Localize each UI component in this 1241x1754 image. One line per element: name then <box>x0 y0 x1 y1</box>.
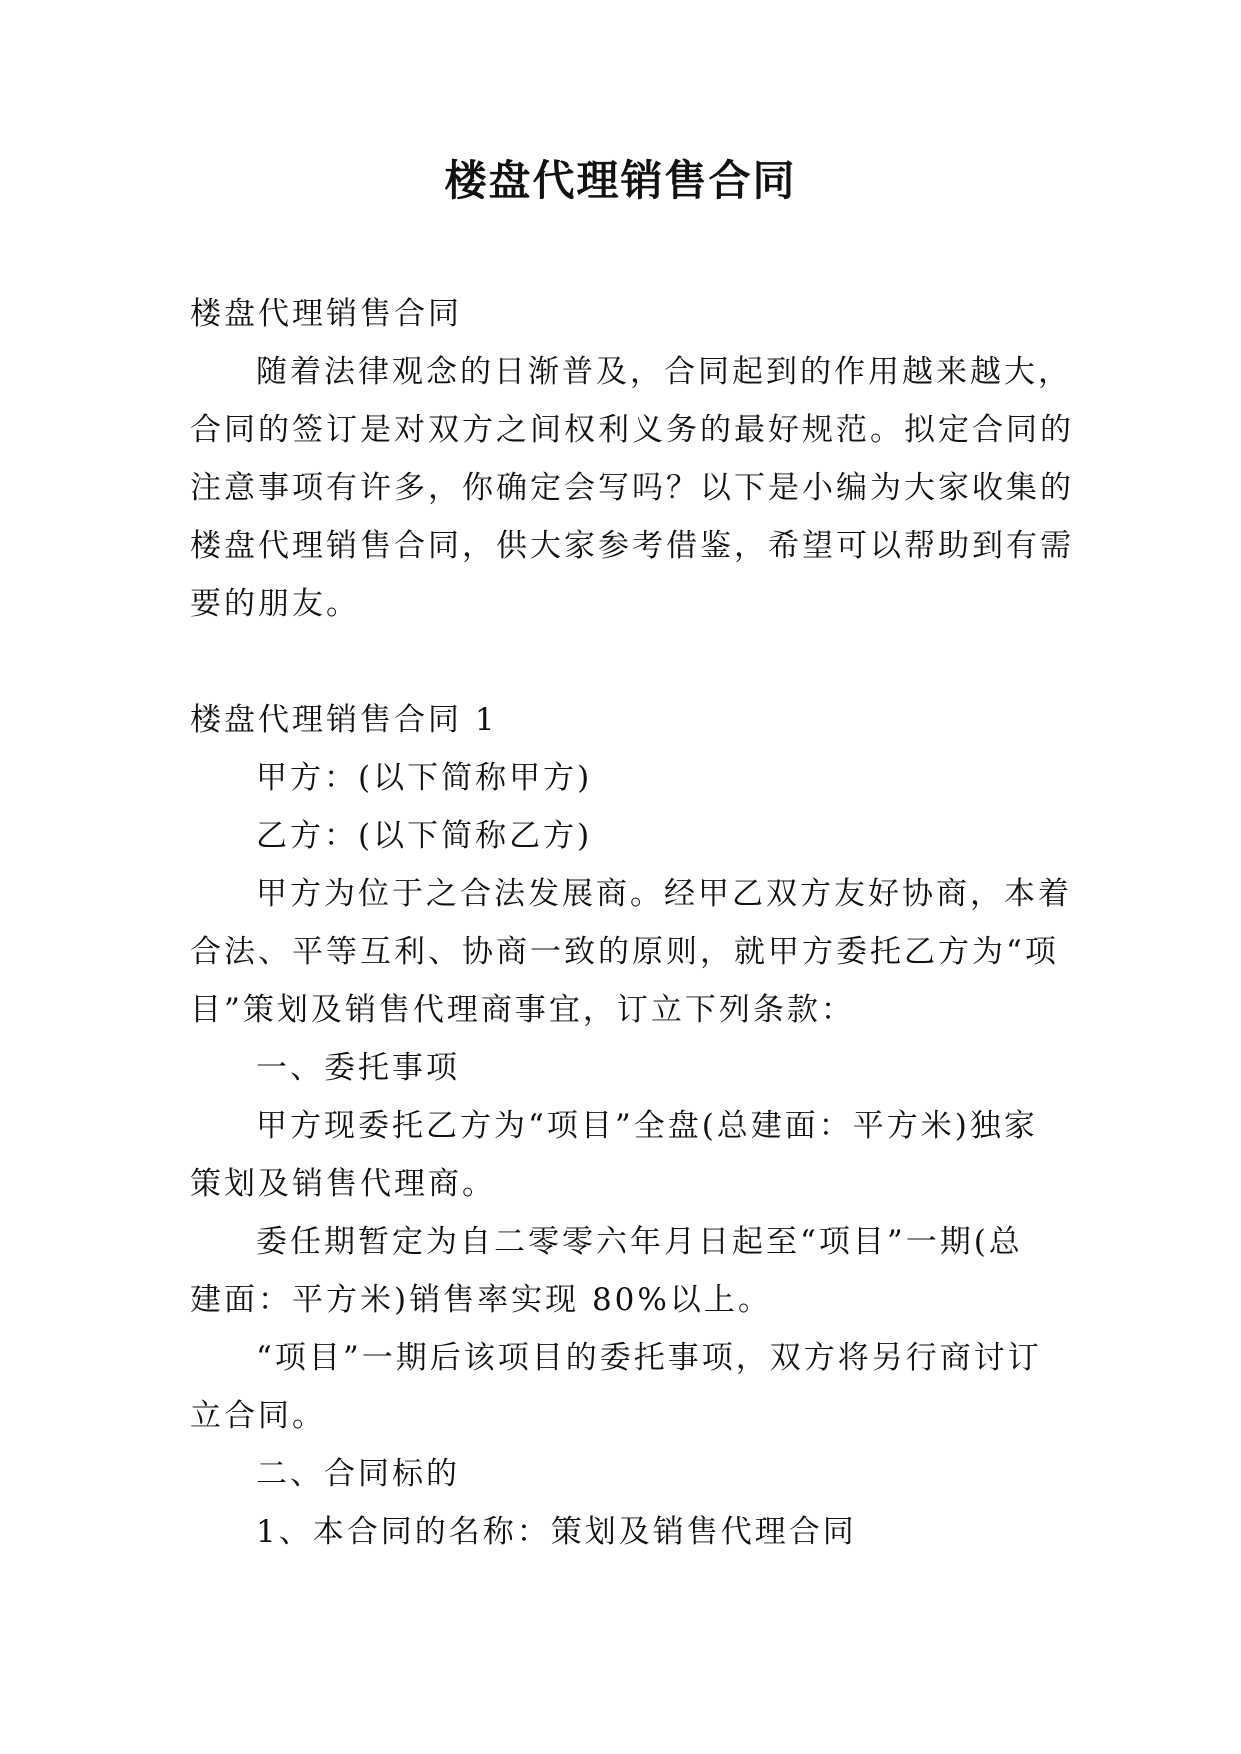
section-heading: 一、委托事项 <box>256 1050 460 1086</box>
paragraph-line: 合同的签订是对双方之间权利义务的最好规范。拟定合同的 <box>190 412 1074 448</box>
paragraph-line: 合法、平等互利、协商一致的原则，就甲方委托乙方为“项 <box>190 934 1059 970</box>
paragraph-line: “项目”一期后该项目的委托事项，双方将另行商讨订 <box>256 1340 1042 1376</box>
party-a-line: 甲方：(以下简称甲方) <box>256 760 593 796</box>
paragraph-line: 目”策划及销售代理商事宜，订立下列条款： <box>190 992 855 1028</box>
paragraph-line: 楼盘代理销售合同，供大家参考借鉴，希望可以帮助到有需 <box>190 528 1074 564</box>
paragraph-line: 甲方为位于之合法发展商。经甲乙双方友好协商，本着 <box>256 876 1072 912</box>
contract-heading: 楼盘代理销售合同 1 <box>190 702 498 738</box>
party-b-line: 乙方：(以下简称乙方) <box>256 818 593 854</box>
paragraph-line: 策划及销售代理商。 <box>190 1166 496 1202</box>
paragraph-line: 甲方现委托乙方为“项目”全盘(总建面：平方米)独家 <box>256 1108 1038 1144</box>
section-heading: 二、合同标的 <box>256 1456 460 1492</box>
document-body <box>190 285 1074 1561</box>
paragraph-line: 要的朋友。 <box>190 586 360 622</box>
document-title: 楼盘代理销售合同 <box>444 156 797 205</box>
clause-line: 1、本合同的名称：策划及销售代理合同 <box>256 1514 857 1550</box>
paragraph-gap <box>190 633 1055 691</box>
paragraph-line: 注意事项有许多，你确定会写吗？以下是小编为大家收集的 <box>190 470 1074 506</box>
intro-heading: 楼盘代理销售合同 <box>190 296 462 332</box>
paragraph-line: 随着法律观念的日渐普及，合同起到的作用越来越大， <box>256 354 1072 390</box>
paragraph-line: 立合同。 <box>190 1398 326 1434</box>
paragraph-line: 建面：平方米)销售率实现 80%以上。 <box>190 1282 772 1318</box>
paragraph-line: 委任期暂定为自二零零六年月日起至“项目”一期(总 <box>256 1224 1023 1260</box>
